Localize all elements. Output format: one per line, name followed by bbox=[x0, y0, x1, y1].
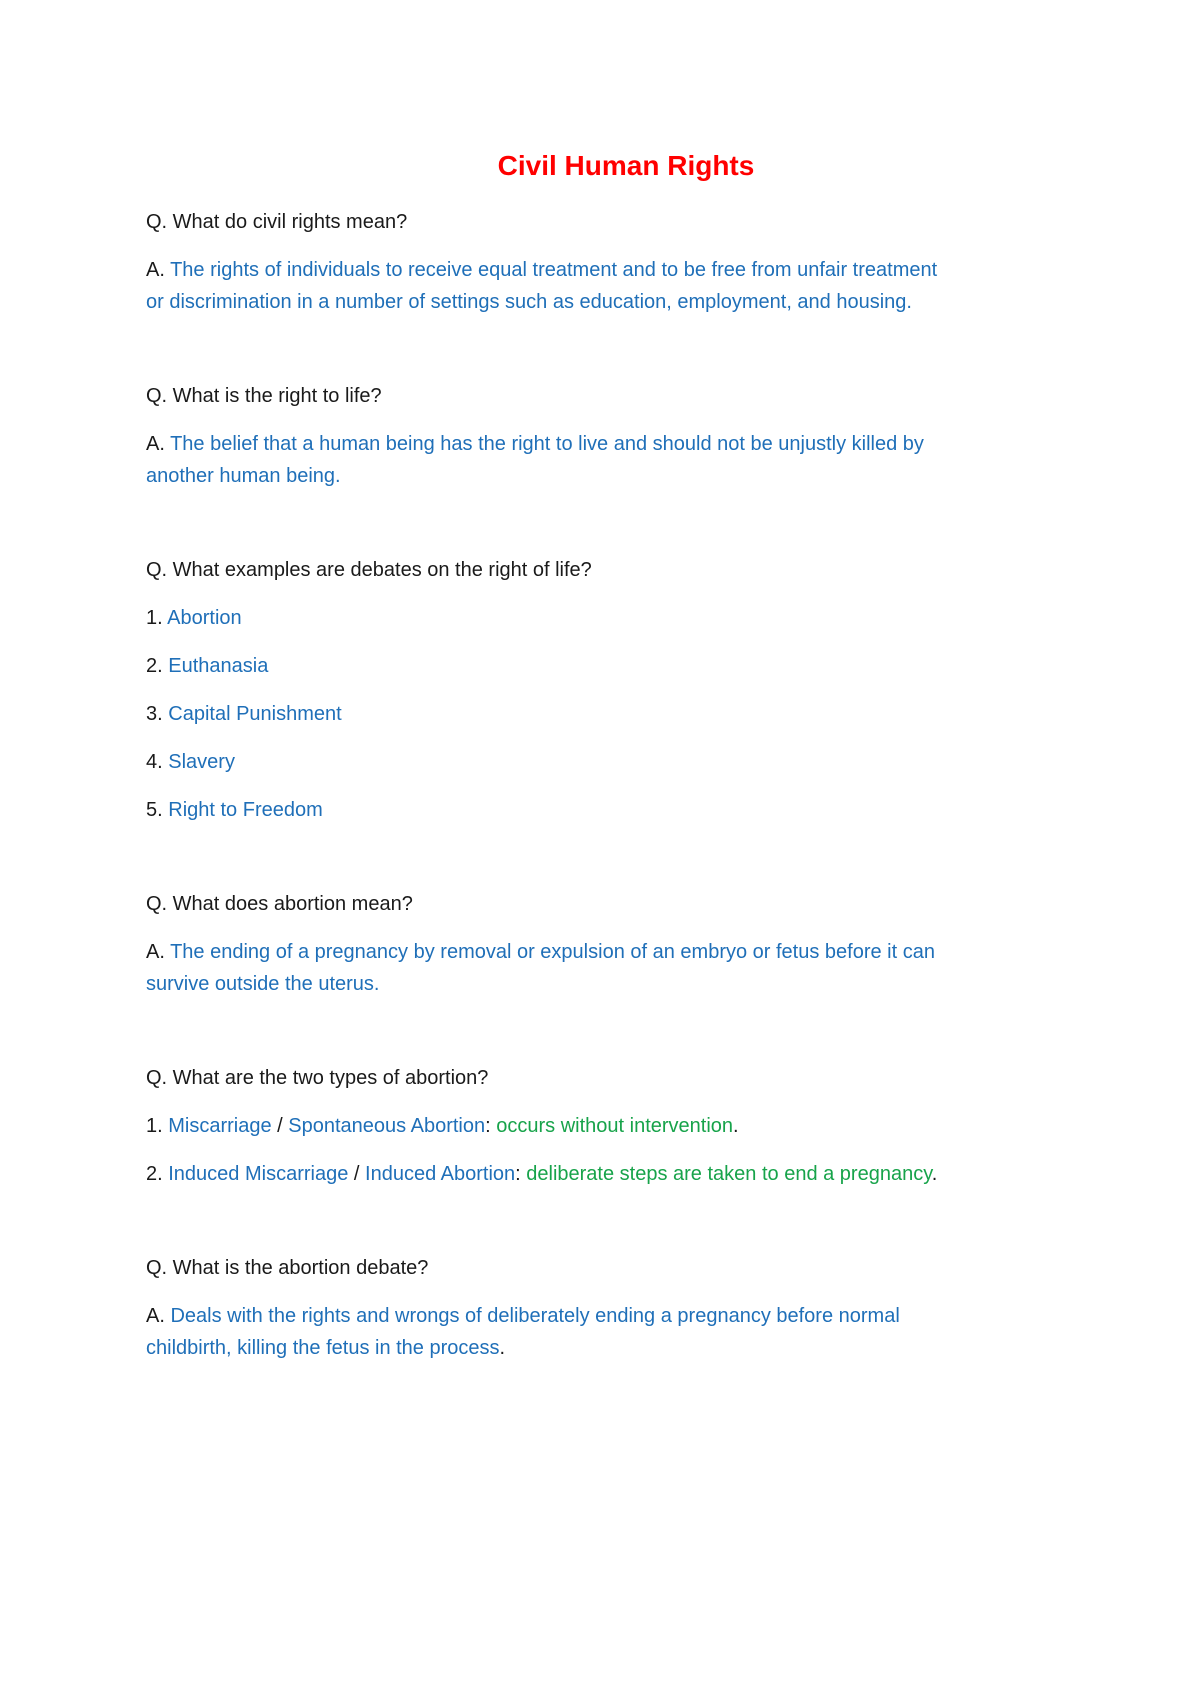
type-term: Induced Abortion bbox=[365, 1163, 516, 1185]
type-term: Induced Miscarriage bbox=[168, 1163, 349, 1185]
sentence-end: . bbox=[499, 1337, 506, 1359]
list-item bbox=[146, 746, 1066, 778]
answer-text-line1: Deals with the rights and wrongs of deliberately ending a pregnancy before normal bbox=[170, 1305, 900, 1327]
answer-abortion-debate bbox=[146, 1300, 1066, 1364]
answer-prefix: A. bbox=[146, 433, 171, 455]
answer-prefix: A. bbox=[146, 941, 171, 963]
list-text: Abortion bbox=[167, 607, 242, 629]
document-title: Civil Human Rights bbox=[497, 150, 755, 181]
list-number: 1. bbox=[146, 1115, 169, 1137]
answer-text-line2: another human being. bbox=[146, 465, 341, 487]
question-abortion-types: Q. What are the two types of abortion? bbox=[146, 1067, 489, 1089]
term-separator: / bbox=[271, 1115, 289, 1137]
answer-text-line2: survive outside the uterus. bbox=[146, 973, 380, 995]
answer-text-line1: The ending of a pregnancy by removal or expulsion of an embryo or fetus before it can bbox=[170, 941, 935, 963]
term-separator: / bbox=[348, 1163, 366, 1185]
list-number: 5. bbox=[146, 799, 169, 821]
list-number: 2. bbox=[146, 655, 169, 677]
question-right-to-life: Q. What is the right to life? bbox=[146, 385, 382, 407]
document-content bbox=[146, 146, 1066, 1380]
list-number: 2. bbox=[146, 1163, 169, 1185]
answer-text-line1: The rights of individuals to receive equal treatment and to be free from unfair treatment bbox=[170, 259, 938, 281]
question-examples: Q. What examples are debates on the right of life? bbox=[146, 559, 592, 581]
list-text: Slavery bbox=[168, 751, 235, 773]
list-item bbox=[146, 1158, 1066, 1190]
term-colon: : bbox=[485, 1115, 497, 1137]
answer-right-to-life bbox=[146, 428, 1066, 492]
sentence-end: . bbox=[733, 1115, 739, 1137]
type-term: Spontaneous Abortion bbox=[288, 1115, 486, 1137]
answer-prefix: A. bbox=[146, 259, 171, 281]
term-colon: : bbox=[515, 1163, 527, 1185]
list-number: 1. bbox=[146, 607, 168, 629]
question-abortion-debate: Q. What is the abortion debate? bbox=[146, 1257, 429, 1279]
type-description: occurs without intervention bbox=[496, 1115, 734, 1137]
list-item bbox=[146, 1110, 1066, 1142]
answer-civil-rights bbox=[146, 254, 1066, 318]
question-abortion-meaning: Q. What does abortion mean? bbox=[146, 893, 413, 915]
list-item bbox=[146, 794, 1066, 826]
type-description: deliberate steps are taken to end a pregnancy bbox=[526, 1163, 932, 1185]
answer-text-line1: The belief that a human being has the right to live and should not be unjustly killed by bbox=[170, 433, 924, 455]
answer-text-line2: childbirth, killing the fetus in the process bbox=[146, 1337, 500, 1359]
type-term: Miscarriage bbox=[168, 1115, 272, 1137]
answer-abortion-meaning bbox=[146, 936, 1066, 1000]
list-text: Euthanasia bbox=[168, 655, 269, 677]
answer-prefix: A. bbox=[146, 1305, 171, 1327]
list-text: Right to Freedom bbox=[168, 799, 323, 821]
answer-text-line2: or discrimination in a number of settings such as education, employment, and housing. bbox=[146, 291, 912, 313]
list-number: 4. bbox=[146, 751, 169, 773]
question-civil-rights: Q. What do civil rights mean? bbox=[146, 211, 408, 233]
list-item bbox=[146, 602, 1066, 634]
list-item bbox=[146, 698, 1066, 730]
list-number: 3. bbox=[146, 703, 169, 725]
sentence-end: . bbox=[931, 1163, 938, 1185]
list-text: Capital Punishment bbox=[168, 703, 342, 725]
list-item bbox=[146, 650, 1066, 682]
